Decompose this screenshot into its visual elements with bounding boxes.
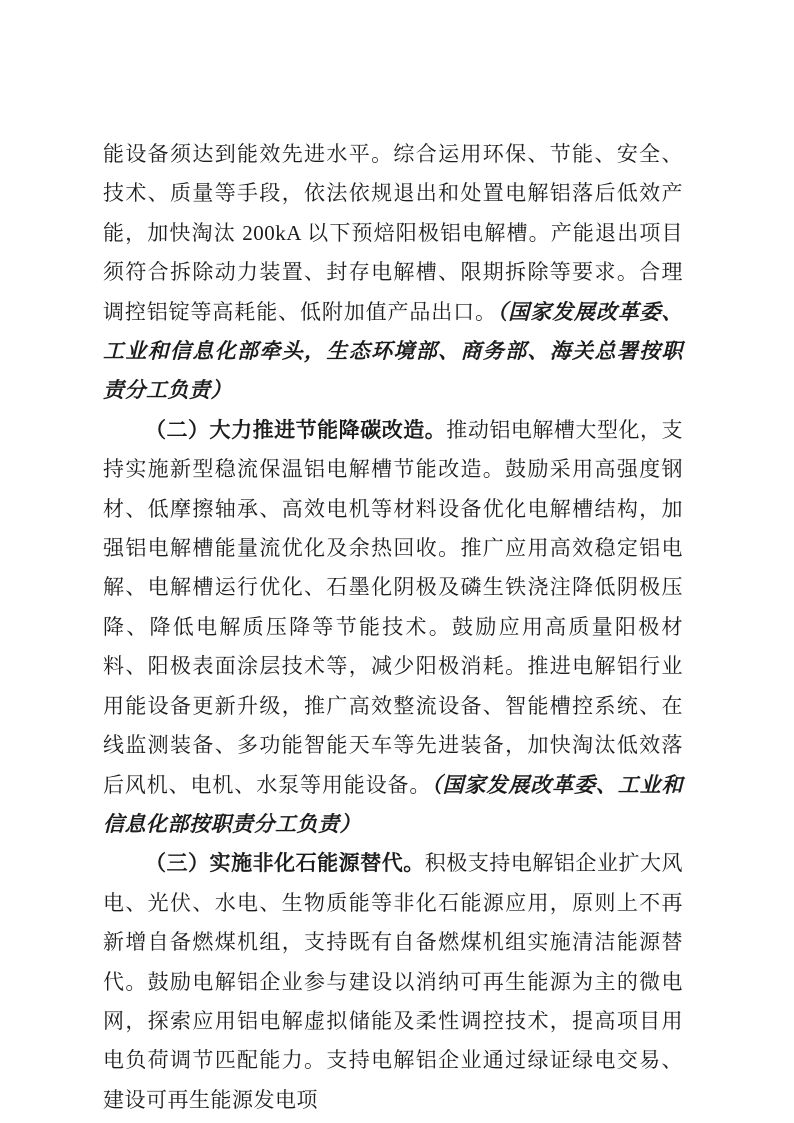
document-body-text bbox=[103, 135, 683, 1120]
text-segment-kai: （国家发展改革委、工业和信息化部牵头，生态环境部、商务部、海关总署按职责分工负责） bbox=[103, 299, 683, 403]
text-segment-kai: （国家发展改革委、工业和信息化部按职责分工负责） bbox=[103, 772, 684, 836]
text-segment-normal: 推动铝电解槽大型化，支持实施新型稳流保温铝电解槽节能改造。鼓励采用高强度钢材、低摩擦轴承、高效电机等材料设备优化电解槽结构，加强铝电解槽能量流优化及余热回收。推广应用高效稳定铝电解、电解槽运行优化、石墨化阴极及磷生铁浇注降低阴极压降、降低电解质压降等节能技术。鼓励应用高质量阳极材料、阳极表面涂层技术等，减少阳极消耗。推进电解铝行业用能设备更新升级，推广高效整流设备、智能槽控系统、在线监测装备、多功能智能天车等先进装备，加快淘汰低效落后风机、电机、水泵等用能设备。 bbox=[103, 417, 684, 797]
text-segment-bold: （二）大力推进节能降碳改造。 bbox=[145, 417, 447, 442]
text-segment-normal: 能设备须达到能效先进水平。综合运用环保、节能、安全、技术、质量等手段，依法依规退出和处置电解铝落后低效产能，加快淘汰 200kA 以下预焙阳极铝电解槽。产能退出项目须符合拆除动力装置、封存电解槽、限期拆除等要求。合理调控铝锭等高耗能、低附加值产品出口。 bbox=[103, 142, 683, 324]
paragraph-continuation-section-1 bbox=[103, 135, 683, 411]
paragraph-section-3 bbox=[103, 844, 683, 1120]
text-segment-bold: （三）实施非化石能源替代。 bbox=[145, 851, 425, 876]
paragraph-section-2 bbox=[103, 411, 683, 844]
text-segment-normal: 积极支持电解铝企业扩大风电、光伏、水电、生物质能等非化石能源应用，原则上不再新增自备燃煤机组，支持既有自备燃煤机组实施清洁能源替代。鼓励电解铝企业参与建设以消纳可再生能源为主的微电网，探索应用铝电解虚拟储能及柔性调控技术，提高项目用电负荷调节匹配能力。支持电解铝企业通过绿证绿电交易、建设可再生能源发电项 bbox=[103, 851, 684, 1112]
